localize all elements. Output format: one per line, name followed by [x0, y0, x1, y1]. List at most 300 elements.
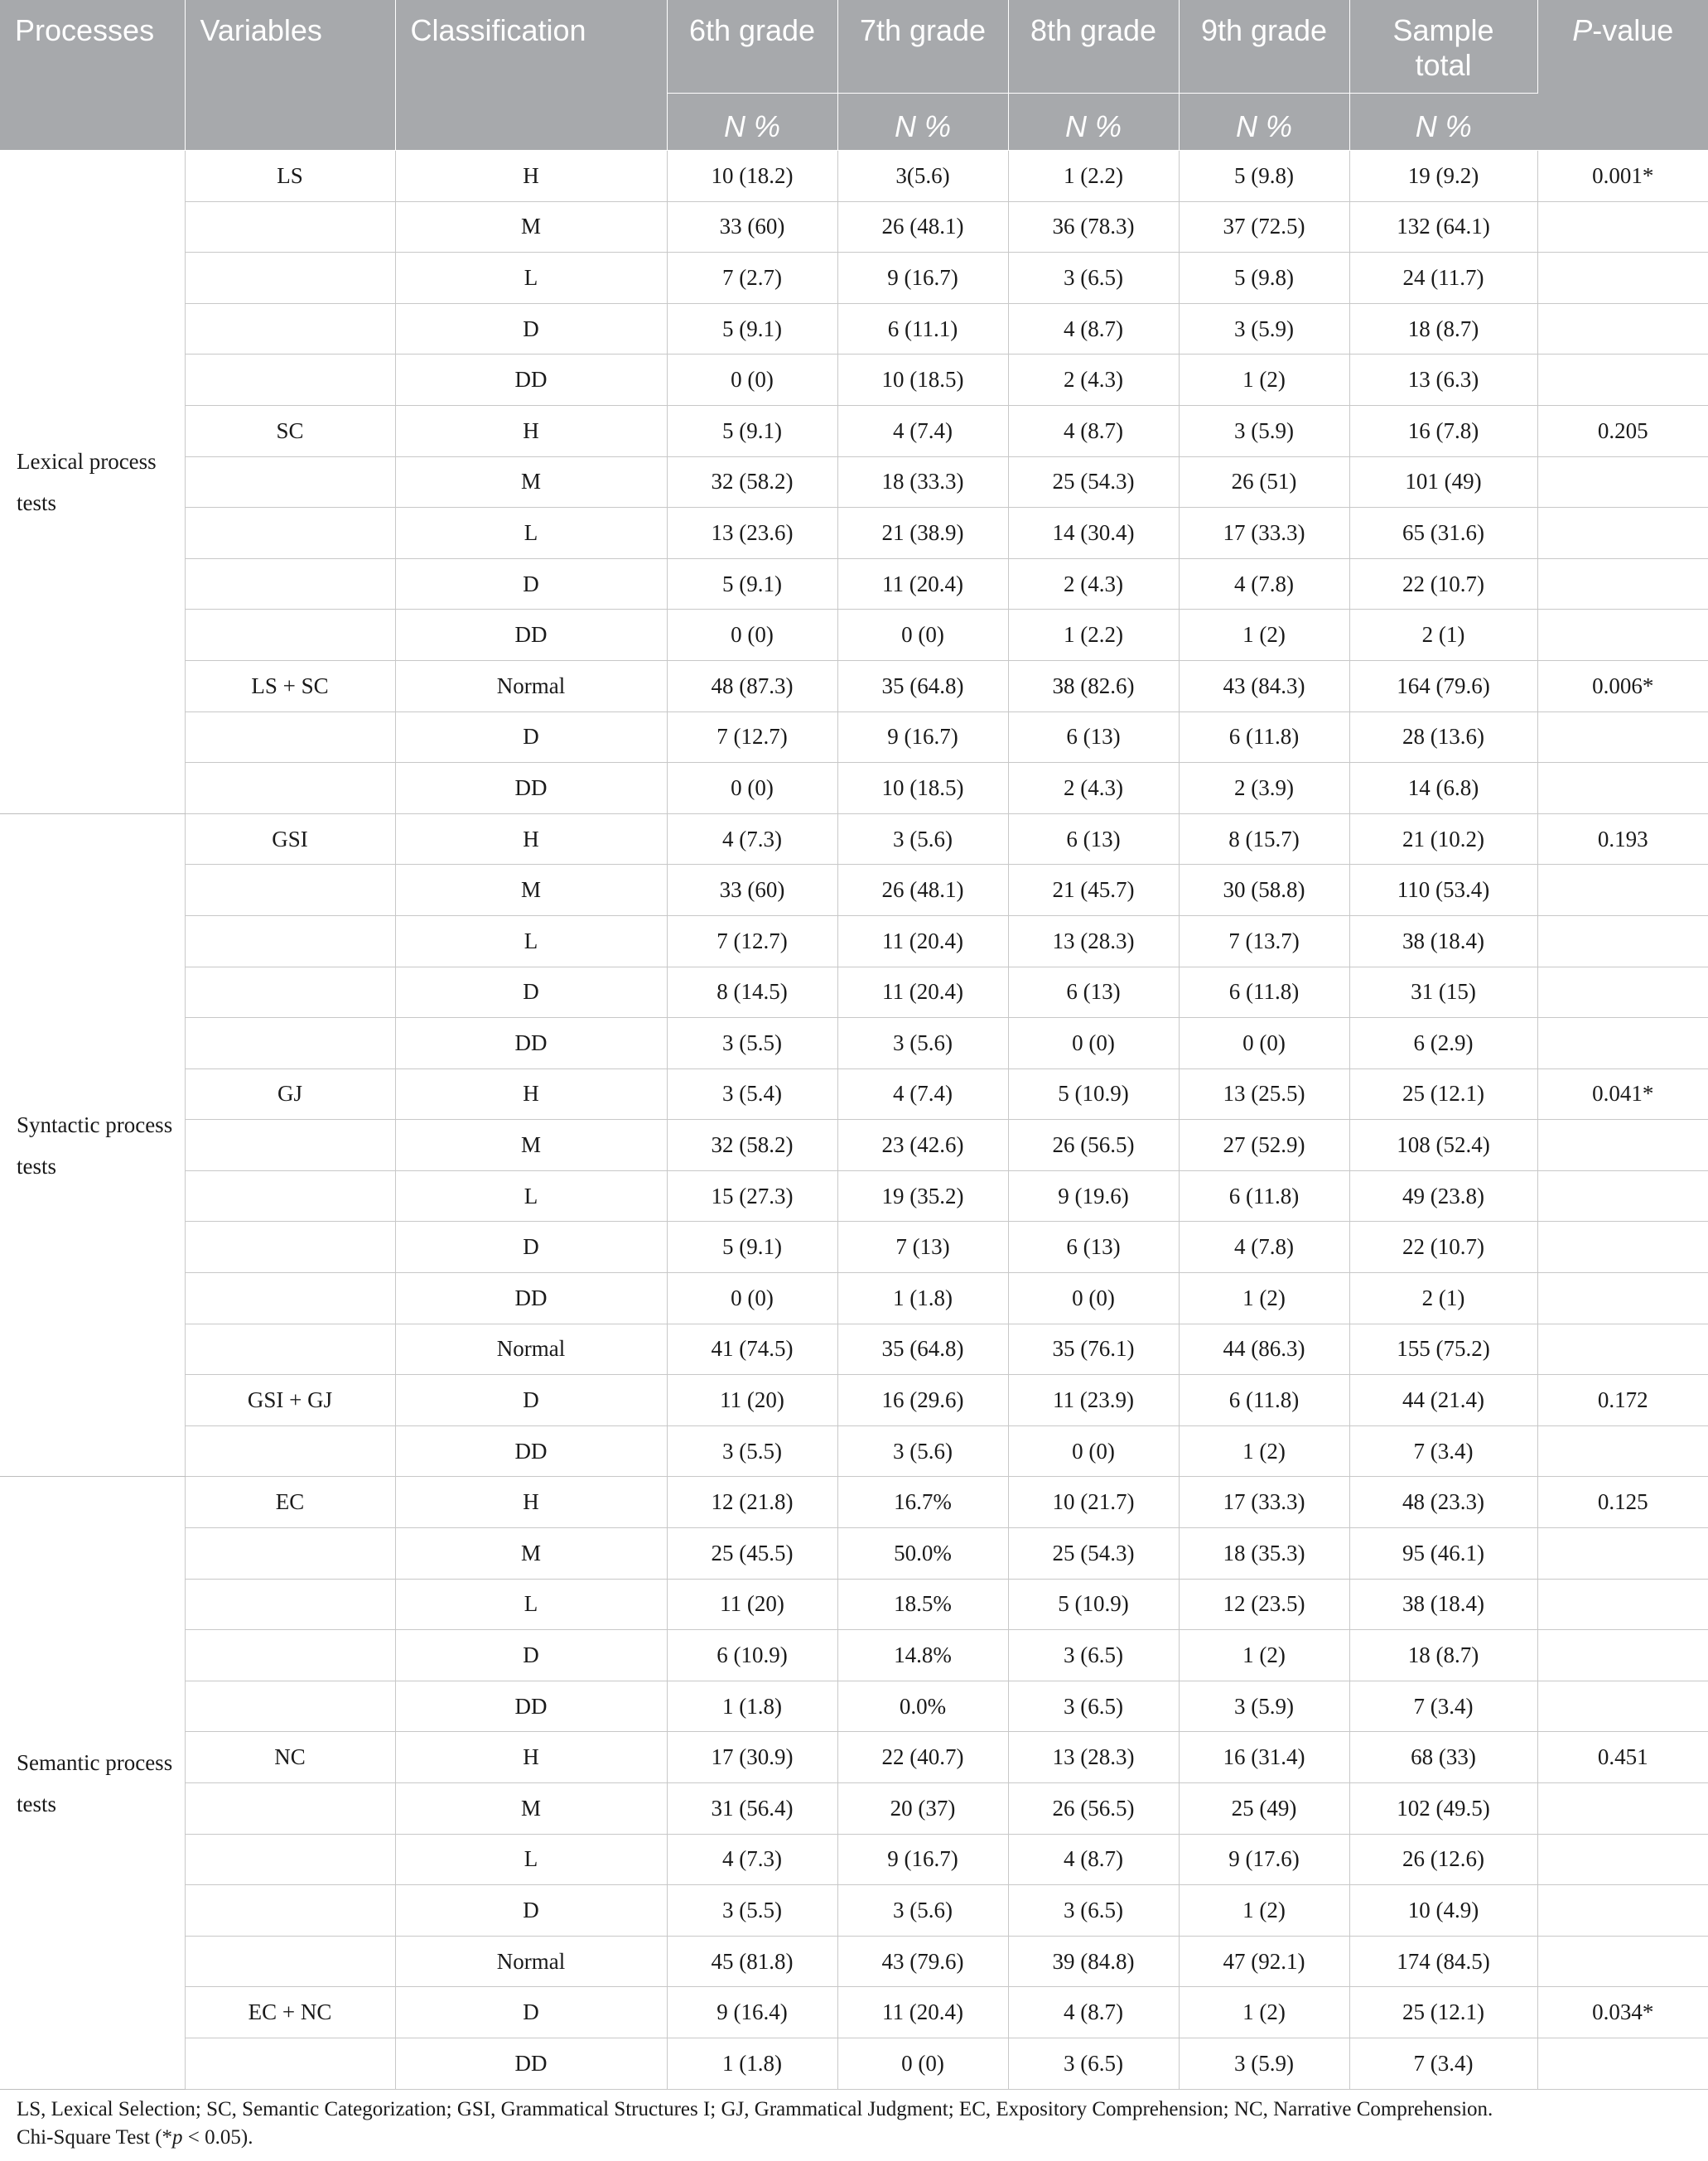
variable-cell [185, 1425, 395, 1477]
grade-8-cell: 6 (13) [1008, 813, 1179, 865]
grade-7-cell: 23 (42.6) [837, 1120, 1008, 1171]
grade-9-cell: 37 (72.5) [1179, 201, 1349, 253]
grade-6-cell: 25 (45.5) [667, 1528, 837, 1580]
grade-8-cell: 2 (4.3) [1008, 355, 1179, 406]
p-value-cell [1537, 355, 1708, 406]
grade-7-cell: 3 (5.6) [837, 1018, 1008, 1069]
table-row [0, 303, 1708, 355]
variable-cell [185, 1834, 395, 1885]
grade-9-cell: 6 (11.8) [1179, 711, 1349, 763]
sample-total-cell: 22 (10.7) [1349, 1222, 1537, 1273]
process-label: Syntactic process tests [0, 813, 185, 1477]
table-row [0, 2038, 1708, 2089]
process-label: Semantic process tests [0, 1477, 185, 2089]
grade-9-cell: 16 (31.4) [1179, 1732, 1349, 1783]
variable-cell [185, 1222, 395, 1273]
table-row [0, 1222, 1708, 1273]
grade-7-cell: 10 (18.5) [837, 763, 1008, 814]
grade-7-cell: 16 (29.6) [837, 1375, 1008, 1426]
grade-6-cell: 10 (18.2) [667, 151, 837, 202]
grade-9-cell: 5 (9.8) [1179, 151, 1349, 202]
grade-9-cell: 1 (2) [1179, 1425, 1349, 1477]
grade-9-cell: 0 (0) [1179, 1018, 1349, 1069]
grade-8-cell: 26 (56.5) [1008, 1783, 1179, 1835]
p-value-cell [1537, 865, 1708, 916]
grade-7-cell: 26 (48.1) [837, 865, 1008, 916]
grade-6-cell: 33 (60) [667, 865, 837, 916]
grade-7-cell: 11 (20.4) [837, 558, 1008, 610]
grade-9-cell: 18 (35.3) [1179, 1528, 1349, 1580]
classification-cell: M [395, 1783, 667, 1835]
header-grade-6: 6th grade [667, 0, 837, 94]
grade-7-cell: 50.0% [837, 1528, 1008, 1580]
variable-cell [185, 1120, 395, 1171]
classification-cell: Normal [395, 1324, 667, 1375]
sample-total-cell: 7 (3.4) [1349, 2038, 1537, 2089]
grade-9-cell: 1 (2) [1179, 610, 1349, 661]
grade-6-cell: 32 (58.2) [667, 1120, 837, 1171]
grade-9-cell: 3 (5.9) [1179, 1681, 1349, 1732]
sample-total-cell: 174 (84.5) [1349, 1936, 1537, 1987]
grade-7-cell: 18 (33.3) [837, 456, 1008, 508]
sample-total-cell: 44 (21.4) [1349, 1375, 1537, 1426]
subheader-n-pct-8: N % [1008, 94, 1179, 151]
classification-cell: DD [395, 1681, 667, 1732]
sample-total-cell: 101 (49) [1349, 456, 1537, 508]
grade-7-cell: 6 (11.1) [837, 303, 1008, 355]
sample-total-cell: 26 (12.6) [1349, 1834, 1537, 1885]
p-value-cell: 0.034* [1537, 1987, 1708, 2038]
variable-label: GSI [185, 813, 395, 865]
header-variables: Variables [185, 0, 395, 151]
classification-cell: D [395, 711, 667, 763]
header-grade-7: 7th grade [837, 0, 1008, 94]
classification-cell: L [395, 1834, 667, 1885]
variable-cell [185, 253, 395, 304]
classification-cell: DD [395, 763, 667, 814]
grade-9-cell: 1 (2) [1179, 1987, 1349, 2038]
grade-9-cell: 1 (2) [1179, 1273, 1349, 1324]
p-value-cell [1537, 1324, 1708, 1375]
p-value-cell: 0.001* [1537, 151, 1708, 202]
grade-7-cell: 14.8% [837, 1630, 1008, 1681]
grade-8-cell: 2 (4.3) [1008, 558, 1179, 610]
p-value-cell [1537, 1681, 1708, 1732]
classification-cell: D [395, 967, 667, 1018]
header-classification: Classification [395, 0, 667, 151]
variable-cell [185, 1018, 395, 1069]
header-grade-9: 9th grade [1179, 0, 1349, 94]
table-row [0, 253, 1708, 304]
sample-total-cell: 48 (23.3) [1349, 1477, 1537, 1528]
grade-6-cell: 5 (9.1) [667, 405, 837, 456]
grade-8-cell: 38 (82.6) [1008, 660, 1179, 711]
sample-total-cell: 65 (31.6) [1349, 508, 1537, 559]
grade-9-cell: 1 (2) [1179, 1885, 1349, 1937]
p-value-cell [1537, 1273, 1708, 1324]
grade-8-cell: 11 (23.9) [1008, 1375, 1179, 1426]
p-value-cell [1537, 1783, 1708, 1835]
variable-cell [185, 508, 395, 559]
grade-6-cell: 5 (9.1) [667, 1222, 837, 1273]
grade-6-cell: 5 (9.1) [667, 303, 837, 355]
table-row [0, 1987, 1708, 2038]
grade-7-cell: 43 (79.6) [837, 1936, 1008, 1987]
grade-8-cell: 13 (28.3) [1008, 1732, 1179, 1783]
grade-9-cell: 27 (52.9) [1179, 1120, 1349, 1171]
grade-8-cell: 3 (6.5) [1008, 2038, 1179, 2089]
sample-total-cell: 110 (53.4) [1349, 865, 1537, 916]
grade-7-cell: 3(5.6) [837, 151, 1008, 202]
sample-total-cell: 108 (52.4) [1349, 1120, 1537, 1171]
grade-9-cell: 6 (11.8) [1179, 967, 1349, 1018]
table-row [0, 456, 1708, 508]
table-row [0, 1170, 1708, 1222]
grade-9-cell: 3 (5.9) [1179, 405, 1349, 456]
grade-9-cell: 6 (11.8) [1179, 1170, 1349, 1222]
table-row [0, 508, 1708, 559]
table-row [0, 1425, 1708, 1477]
classification-cell: D [395, 1630, 667, 1681]
grade-8-cell: 6 (13) [1008, 1222, 1179, 1273]
grade-7-cell: 1 (1.8) [837, 1273, 1008, 1324]
sample-total-cell: 38 (18.4) [1349, 915, 1537, 967]
grade-7-cell: 4 (7.4) [837, 1068, 1008, 1120]
header-processes: Processes [0, 0, 185, 151]
p-letter: P [1572, 13, 1593, 47]
variable-label: GJ [185, 1068, 395, 1120]
grade-7-cell: 22 (40.7) [837, 1732, 1008, 1783]
p-value-cell [1537, 2038, 1708, 2089]
p-value-cell [1537, 1120, 1708, 1171]
classification-cell: H [395, 151, 667, 202]
variable-label: GSI + GJ [185, 1375, 395, 1426]
grade-9-cell: 30 (58.8) [1179, 865, 1349, 916]
grade-6-cell: 3 (5.5) [667, 1425, 837, 1477]
grade-8-cell: 13 (28.3) [1008, 915, 1179, 967]
grade-7-cell: 3 (5.6) [837, 1425, 1008, 1477]
sample-total-cell: 132 (64.1) [1349, 201, 1537, 253]
grade-6-cell: 3 (5.4) [667, 1068, 837, 1120]
table-row [0, 558, 1708, 610]
grade-9-cell: 3 (5.9) [1179, 2038, 1349, 2089]
grade-8-cell: 4 (8.7) [1008, 1987, 1179, 2038]
sample-total-cell: 7 (3.4) [1349, 1681, 1537, 1732]
variable-cell [185, 915, 395, 967]
grade-6-cell: 32 (58.2) [667, 456, 837, 508]
table-row [0, 1018, 1708, 1069]
grade-9-cell: 17 (33.3) [1179, 1477, 1349, 1528]
grade-6-cell: 17 (30.9) [667, 1732, 837, 1783]
sample-total-cell: 18 (8.7) [1349, 303, 1537, 355]
grade-8-cell: 1 (2.2) [1008, 610, 1179, 661]
footnote-test-prefix: Chi-Square Test (* [17, 2126, 173, 2149]
classification-cell: D [395, 558, 667, 610]
table-row [0, 1068, 1708, 1120]
grade-9-cell: 4 (7.8) [1179, 558, 1349, 610]
sample-total-cell: 6 (2.9) [1349, 1018, 1537, 1069]
grade-6-cell: 1 (1.8) [667, 2038, 837, 2089]
sample-total-cell: 68 (33) [1349, 1732, 1537, 1783]
table-row [0, 813, 1708, 865]
grade-9-cell: 17 (33.3) [1179, 508, 1349, 559]
variable-cell [185, 967, 395, 1018]
classification-cell: H [395, 1732, 667, 1783]
classification-cell: M [395, 1528, 667, 1580]
variable-cell [185, 1324, 395, 1375]
sample-total-cell: 24 (11.7) [1349, 253, 1537, 304]
table-footnotes [17, 2096, 1690, 2152]
grade-6-cell: 0 (0) [667, 355, 837, 406]
classification-cell: DD [395, 1018, 667, 1069]
table-body [0, 151, 1708, 2090]
header-row [0, 0, 1708, 94]
sample-total-cell: 28 (13.6) [1349, 711, 1537, 763]
grade-6-cell: 11 (20) [667, 1375, 837, 1426]
footnote-test-suffix: < 0.05). [182, 2126, 253, 2149]
p-value-cell: 0.041* [1537, 1068, 1708, 1120]
p-value-cell [1537, 1018, 1708, 1069]
grade-9-cell: 7 (13.7) [1179, 915, 1349, 967]
header-sample-total: Sample total [1349, 0, 1537, 94]
sample-total-cell: 155 (75.2) [1349, 1324, 1537, 1375]
grade-6-cell: 33 (60) [667, 201, 837, 253]
table-row [0, 763, 1708, 814]
grade-8-cell: 36 (78.3) [1008, 201, 1179, 253]
grade-6-cell: 5 (9.1) [667, 558, 837, 610]
grade-6-cell: 48 (87.3) [667, 660, 837, 711]
sample-total-cell: 19 (9.2) [1349, 151, 1537, 202]
table-row [0, 915, 1708, 967]
grade-7-cell: 11 (20.4) [837, 915, 1008, 967]
grade-8-cell: 3 (6.5) [1008, 1630, 1179, 1681]
sample-total-cell: 22 (10.7) [1349, 558, 1537, 610]
table-row [0, 1120, 1708, 1171]
p-value-cell [1537, 1579, 1708, 1630]
p-value-cell [1537, 1170, 1708, 1222]
grade-7-cell: 0.0% [837, 1681, 1008, 1732]
p-value-cell [1537, 610, 1708, 661]
p-value-cell [1537, 508, 1708, 559]
grade-9-cell: 12 (23.5) [1179, 1579, 1349, 1630]
table-row [0, 151, 1708, 202]
sample-total-cell: 25 (12.1) [1349, 1987, 1537, 2038]
variable-cell [185, 763, 395, 814]
p-value-cell: 0.172 [1537, 1375, 1708, 1426]
grade-8-cell: 10 (21.7) [1008, 1477, 1179, 1528]
grade-8-cell: 0 (0) [1008, 1273, 1179, 1324]
variable-cell [185, 711, 395, 763]
grade-7-cell: 9 (16.7) [837, 1834, 1008, 1885]
classification-cell: M [395, 865, 667, 916]
p-value-cell [1537, 1936, 1708, 1987]
subheader-n-pct-total: N % [1349, 94, 1537, 151]
grade-6-cell: 31 (56.4) [667, 1783, 837, 1835]
sample-total-cell: 18 (8.7) [1349, 1630, 1537, 1681]
variable-cell [185, 1528, 395, 1580]
grade-9-cell: 8 (15.7) [1179, 813, 1349, 865]
classification-cell: DD [395, 2038, 667, 2089]
classification-cell: M [395, 1120, 667, 1171]
grade-8-cell: 14 (30.4) [1008, 508, 1179, 559]
grade-9-cell: 9 (17.6) [1179, 1834, 1349, 1885]
p-value-cell [1537, 1528, 1708, 1580]
table-row [0, 711, 1708, 763]
grade-8-cell: 4 (8.7) [1008, 405, 1179, 456]
variable-cell [185, 1170, 395, 1222]
classification-cell: L [395, 1170, 667, 1222]
sample-total-cell: 25 (12.1) [1349, 1068, 1537, 1120]
table-row [0, 1681, 1708, 1732]
variable-cell [185, 610, 395, 661]
grade-6-cell: 11 (20) [667, 1579, 837, 1630]
grade-9-cell: 47 (92.1) [1179, 1936, 1349, 1987]
grade-6-cell: 45 (81.8) [667, 1936, 837, 1987]
variable-cell [185, 456, 395, 508]
grade-6-cell: 7 (2.7) [667, 253, 837, 304]
sample-total-cell: 2 (1) [1349, 1273, 1537, 1324]
p-value-cell [1537, 558, 1708, 610]
grade-8-cell: 9 (19.6) [1008, 1170, 1179, 1222]
p-value-cell [1537, 1222, 1708, 1273]
grade-6-cell: 7 (12.7) [667, 711, 837, 763]
classification-cell: L [395, 1579, 667, 1630]
variable-cell [185, 1630, 395, 1681]
table-row [0, 405, 1708, 456]
classification-cell: D [395, 1987, 667, 2038]
grade-9-cell: 1 (2) [1179, 1630, 1349, 1681]
p-value-cell [1537, 303, 1708, 355]
classification-cell: M [395, 456, 667, 508]
classification-cell: DD [395, 355, 667, 406]
variable-cell [185, 2038, 395, 2089]
table-row [0, 1324, 1708, 1375]
classification-cell: L [395, 508, 667, 559]
sample-total-cell: 7 (3.4) [1349, 1425, 1537, 1477]
subheader-n-pct-7: N % [837, 94, 1008, 151]
grade-9-cell: 5 (9.8) [1179, 253, 1349, 304]
table-row [0, 1528, 1708, 1580]
table-row [0, 610, 1708, 661]
classification-cell: Normal [395, 660, 667, 711]
grade-6-cell: 8 (14.5) [667, 967, 837, 1018]
table-row [0, 1834, 1708, 1885]
process-label: Lexical process tests [0, 151, 185, 814]
grade-7-cell: 10 (18.5) [837, 355, 1008, 406]
p-value-cell [1537, 1834, 1708, 1885]
table-row [0, 1885, 1708, 1937]
p-value-cell [1537, 763, 1708, 814]
grade-7-cell: 35 (64.8) [837, 660, 1008, 711]
grade-8-cell: 6 (13) [1008, 967, 1179, 1018]
variable-cell [185, 1885, 395, 1937]
subheader-n-pct-9: N % [1179, 94, 1349, 151]
grade-6-cell: 41 (74.5) [667, 1324, 837, 1375]
classification-cell: DD [395, 1273, 667, 1324]
sample-total-cell: 21 (10.2) [1349, 813, 1537, 865]
grade-8-cell: 3 (6.5) [1008, 1681, 1179, 1732]
grade-8-cell: 21 (45.7) [1008, 865, 1179, 916]
grade-8-cell: 6 (13) [1008, 711, 1179, 763]
p-value-cell [1537, 1630, 1708, 1681]
grade-6-cell: 13 (23.6) [667, 508, 837, 559]
variable-label: EC [185, 1477, 395, 1528]
table-row [0, 1783, 1708, 1835]
grade-7-cell: 9 (16.7) [837, 253, 1008, 304]
grade-9-cell: 3 (5.9) [1179, 303, 1349, 355]
classification-cell: Normal [395, 1936, 667, 1987]
variable-label: SC [185, 405, 395, 456]
p-value-cell: 0.006* [1537, 660, 1708, 711]
grade-7-cell: 7 (13) [837, 1222, 1008, 1273]
sample-total-cell: 49 (23.8) [1349, 1170, 1537, 1222]
variable-cell [185, 1783, 395, 1835]
grade-9-cell: 6 (11.8) [1179, 1375, 1349, 1426]
grade-8-cell: 4 (8.7) [1008, 1834, 1179, 1885]
variable-cell [185, 1579, 395, 1630]
classification-cell: L [395, 915, 667, 967]
sample-total-cell: 31 (15) [1349, 967, 1537, 1018]
p-value-cell: 0.125 [1537, 1477, 1708, 1528]
grade-7-cell: 9 (16.7) [837, 711, 1008, 763]
p-value-cell: 0.451 [1537, 1732, 1708, 1783]
grade-8-cell: 39 (84.8) [1008, 1936, 1179, 1987]
classification-cell: H [395, 1477, 667, 1528]
grade-7-cell: 19 (35.2) [837, 1170, 1008, 1222]
grade-9-cell: 25 (49) [1179, 1783, 1349, 1835]
table-row [0, 1936, 1708, 1987]
grade-7-cell: 26 (48.1) [837, 201, 1008, 253]
grade-9-cell: 44 (86.3) [1179, 1324, 1349, 1375]
grade-9-cell: 13 (25.5) [1179, 1068, 1349, 1120]
grade-6-cell: 1 (1.8) [667, 1681, 837, 1732]
footnote-test-p: p [172, 2126, 183, 2149]
grade-6-cell: 3 (5.5) [667, 1018, 837, 1069]
variable-cell [185, 303, 395, 355]
classification-cell: H [395, 405, 667, 456]
variable-cell [185, 1936, 395, 1987]
grade-6-cell: 9 (16.4) [667, 1987, 837, 2038]
classification-cell: H [395, 1068, 667, 1120]
table-row [0, 1477, 1708, 1528]
p-value-cell: 0.205 [1537, 405, 1708, 456]
grade-8-cell: 2 (4.3) [1008, 763, 1179, 814]
grade-7-cell: 18.5% [837, 1579, 1008, 1630]
grade-6-cell: 12 (21.8) [667, 1477, 837, 1528]
grade-8-cell: 26 (56.5) [1008, 1120, 1179, 1171]
grade-8-cell: 3 (6.5) [1008, 253, 1179, 304]
sample-total-cell: 16 (7.8) [1349, 405, 1537, 456]
grade-6-cell: 15 (27.3) [667, 1170, 837, 1222]
variable-cell [185, 865, 395, 916]
classification-cell: D [395, 1375, 667, 1426]
grade-7-cell: 16.7% [837, 1477, 1008, 1528]
grade-7-cell: 11 (20.4) [837, 1987, 1008, 2038]
p-value-cell [1537, 1425, 1708, 1477]
classification-cell: M [395, 201, 667, 253]
sample-total-cell: 10 (4.9) [1349, 1885, 1537, 1937]
sample-total-cell: 102 (49.5) [1349, 1783, 1537, 1835]
p-value-cell: 0.193 [1537, 813, 1708, 865]
table-row [0, 355, 1708, 406]
p-value-cell [1537, 201, 1708, 253]
grade-8-cell: 0 (0) [1008, 1018, 1179, 1069]
table-row [0, 660, 1708, 711]
grade-8-cell: 5 (10.9) [1008, 1068, 1179, 1120]
grade-8-cell: 3 (6.5) [1008, 1885, 1179, 1937]
grade-7-cell: 0 (0) [837, 2038, 1008, 2089]
table-row [0, 1375, 1708, 1426]
